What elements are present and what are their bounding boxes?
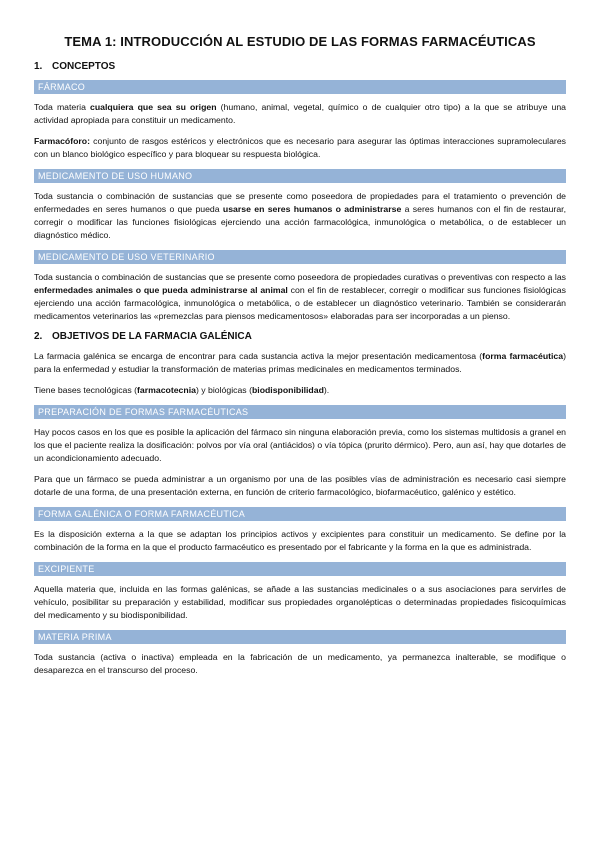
heading-bar-materia-prima: MATERIA PRIMA: [34, 630, 566, 644]
heading-bar-excipiente: EXCIPIENTE: [34, 562, 566, 576]
heading-bar-farmaco: FÁRMACO: [34, 80, 566, 94]
paragraph-objetivos: La farmacia galénica se encarga de encontrar para cada sustancia activa la mejor presentación medicamentosa (forma farmacéutica) para la enfermedad y estudiar la transformación de materias primas medicinales en medicamentos terminados.: [34, 351, 567, 374]
document-title: TEMA 1: INTRODUCCIÓN AL ESTUDIO DE LAS FORMAS FARMACÉUTICAS: [64, 34, 536, 49]
paragraph-materia-prima: Toda sustancia (activa o inactiva) empleada en la fabricación de un medicamento, ya permanezca inalterable, se modifique o desaparezca en el transcurso del proceso.: [34, 652, 566, 675]
heading-bar-uso-humano: MEDICAMENTO DE USO HUMANO: [34, 169, 566, 183]
paragraph-preparacion-1: Hay pocos casos en los que es posible la aplicación del fármaco sin ninguna elaboración previa, como los sistemas multidosis a granel en los que el paciente realiza la dosificación: polvos por vía oral (antiácidos) o vía tópica (prurito dérmico). Pero, aun así, hay que dotarles de un acondicionamiento adecuado.: [34, 427, 566, 463]
paragraph-uso-humano: Toda sustancia o combinación de sustancias que se presente como poseedora de propiedades para el tratamiento o prevención de enfermedades en seres humanos o que pueda usarse en seres humanos o administrarse a seres humanos con el fin de restaurar, corregir o modificar las funciones fisiológicas ejerciendo una acción farmacológica, inmunológica o metabólica, o de establecer un diagnóstico médico.: [34, 191, 566, 240]
paragraph-uso-veterinario: Toda sustancia o combinación de sustancias que se presente como poseedora de propiedades curativas o preventivas con respecto a las enfermedades animales o que pueda administrarse al animal con el fin de restablecer, corregir o modificar sus funciones fisiológicas ejerciendo una acción farmacológica, inmunológica o metabólica, o de establecer un diagnóstico veterinario. También se considerarán medicamentos veterinarios las «premezclas para piensos medicamentosos» elaboradas para ser incorporadas a un pienso.: [34, 272, 566, 321]
paragraph-excipiente: Aquella materia que, incluida en las formas galénicas, se añade a las sustancias medicinales o a sus asociaciones para servirles de vehículo, posibilitar su preparación y estabilidad, modificar sus propiedades organolépticas o determinadas propiedades fisicoquímicas del medicamento y su biodisponibilidad.: [34, 584, 566, 620]
paragraph-bases: Tiene bases tecnológicas (farmacotecnia) y biológicas (biodisponibilidad).: [34, 385, 330, 395]
heading-bar-uso-veterinario: MEDICAMENTO DE USO VETERINARIO: [34, 250, 566, 264]
paragraph-farmacoforo: Farmacóforo: conjunto de rasgos estéricos y electrónicos que es necesario para asegurar las óptimas interacciones supramoleculares con un blanco biológico específico y para bloquear su respuesta biológica.: [34, 136, 566, 159]
paragraph-preparacion-2: Para que un fármaco se pueda administrar a un organismo por una de las posibles vías de administración es necesario casi siempre dotarle de una forma, de una presentación externa, en función de criterio farmacológico, biofarmacéutico, galénico y estético.: [34, 474, 566, 497]
heading-bar-forma-galenica: FORMA GALÉNICA O FORMA FARMACÉUTICA: [34, 507, 566, 521]
heading-bar-preparacion: PREPARACIÓN DE FORMAS FARMACÉUTICAS: [34, 405, 566, 419]
paragraph-forma-galenica: Es la disposición externa a la que se adaptan los principios activos y excipientes para constituir un medicamento. Se define por la combinación de la forma en la que el producto farmacéutico es presentado por el fabricante y la forma en la que es administrada.: [34, 529, 566, 552]
paragraph-farmaco: Toda materia cualquiera que sea su origen (humano, animal, vegetal, químico o de cualquier otro tipo) a la que se atribuye una actividad apropiada para constituir un medicamento.: [34, 102, 567, 125]
section-heading-objetivos: 2. OBJETIVOS DE LA FARMACIA GALÉNICA: [34, 331, 252, 342]
section-heading-conceptos: 1. CONCEPTOS: [34, 61, 116, 72]
